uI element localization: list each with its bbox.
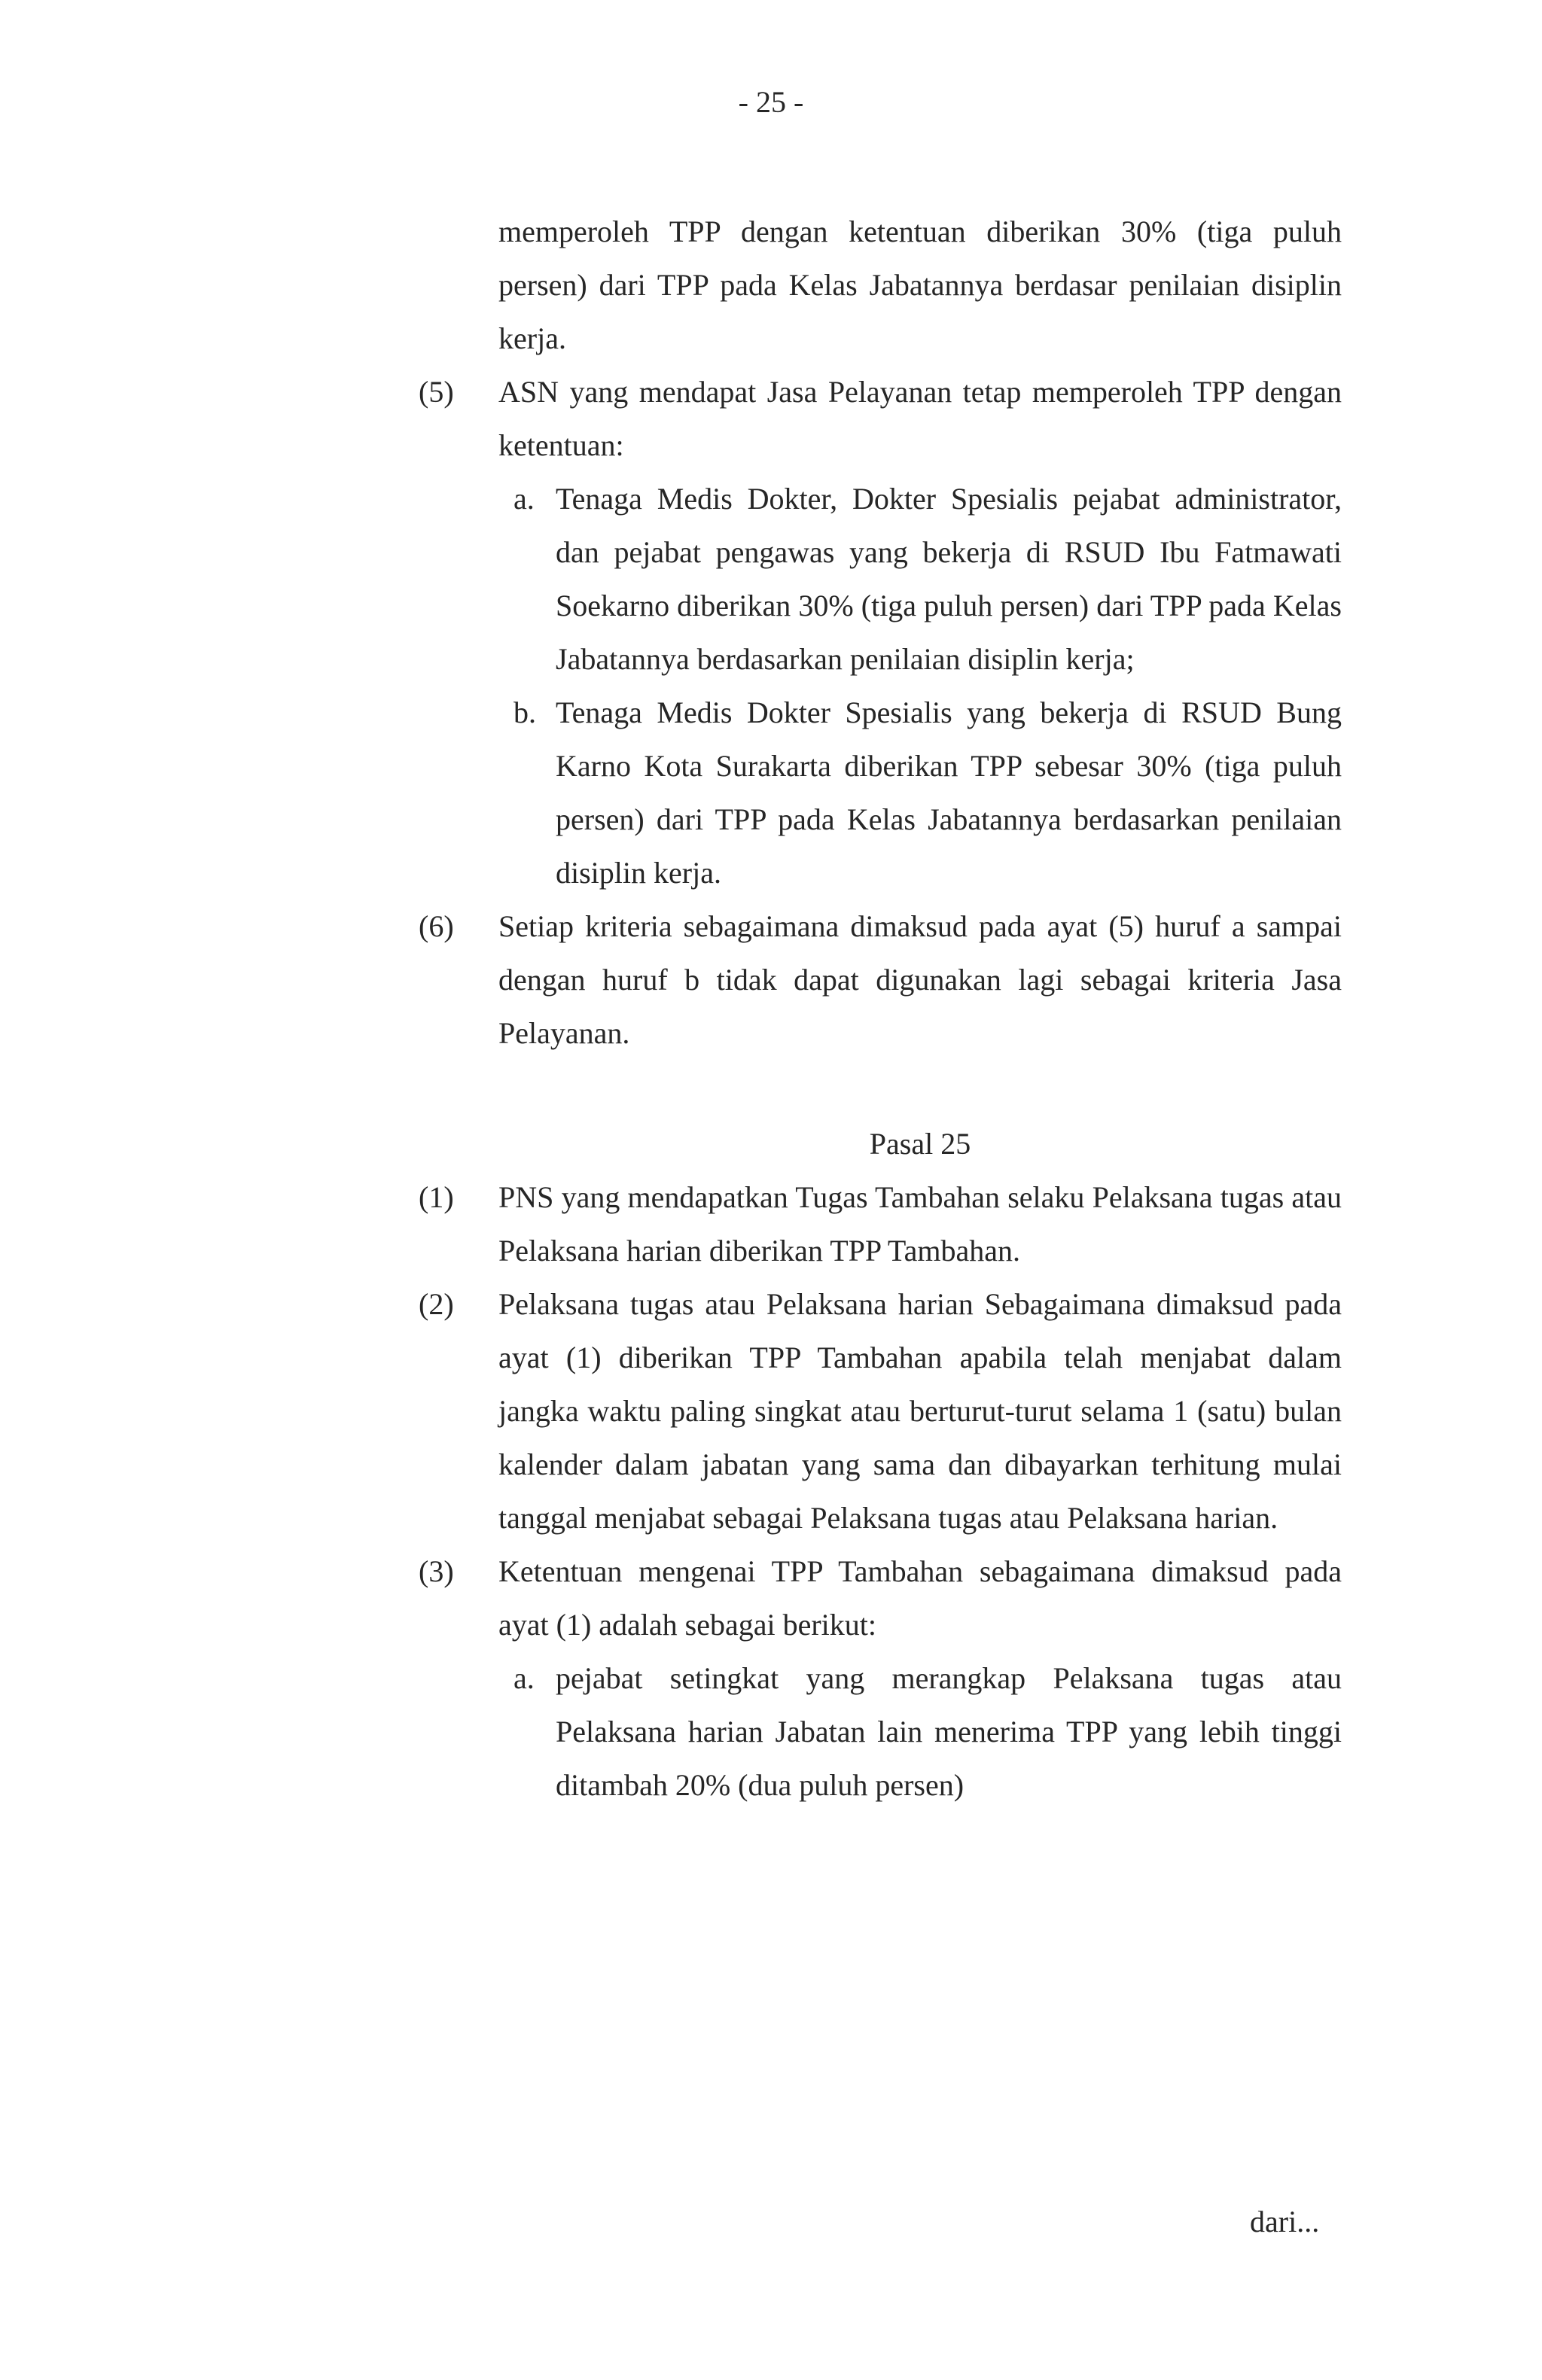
item-letter: a. [513,1661,535,1695]
item-text: pejabat setingkat yang merangkap Pelaksana tugas atau Pelaksana harian Jabatan lain menerima TPP yang lebih tinggi ditambah 20% (dua puluh persen) [556,1661,1342,1802]
ayat-number: (3) [419,1554,454,1588]
pasal-25-ayat-2 [419,1277,1342,1545]
ayat-text: Setiap kriteria sebagaimana dimaksud pada ayat (5) huruf a sampai dengan huruf b tidak dapat digunakan lagi sebagai kriteria Jasa Pelayanan. [498,909,1342,1050]
ayat-number: (1) [419,1180,454,1214]
continuation-paragraph: memperoleh TPP dengan ketentuan diberikan 30% (tiga puluh persen) dari TPP pada Kelas Jabatannya berdasar penilaian disiplin kerja. [498,215,1342,355]
ayat-text: ASN yang mendapat Jasa Pelayanan tetap memperoleh TPP dengan ketentuan: [498,375,1342,462]
ayat-5-item-b [419,686,1342,899]
ayat-5 [419,365,1342,472]
document-body [419,205,1342,1812]
ayat-number: (2) [419,1287,454,1321]
ayat-3-item-a [419,1651,1342,1812]
section-heading: Pasal 25 [869,1127,971,1161]
ayat-text: PNS yang mendapatkan Tugas Tambahan selaku Pelaksana tugas atau Pelaksana harian diberikan TPP Tambahan. [498,1180,1342,1268]
item-text: Tenaga Medis Dokter Spesialis yang bekerja di RSUD Bung Karno Kota Surakarta diberikan TPP sebesar 30% (tiga puluh persen) dari TPP pada Kelas Jabatannya berdasarkan penilaian disiplin kerja. [556,695,1342,890]
page-number: - 25 - [738,85,804,119]
ayat-text: Ketentuan mengenai TPP Tambahan sebagaimana dimaksud pada ayat (1) adalah sebagai berikut: [498,1554,1342,1642]
pasal-25-ayat-1 [419,1170,1342,1277]
ayat-6 [419,899,1342,1060]
catchword: dari... [1250,2205,1320,2238]
ayat-number: (5) [419,375,454,409]
item-letter: b. [513,695,536,729]
ayat-text: Pelaksana tugas atau Pelaksana harian Sebagaimana dimaksud pada ayat (1) diberikan TPP Tambahan apabila telah menjabat dalam jangka waktu paling singkat atau berturut-turut selama 1 (satu) bulan kalender dalam jabatan yang sama dan dibayarkan terhitung mulai tanggal menjabat sebagai Pelaksana tugas atau Pelaksana harian. [498,1287,1342,1535]
ayat-number: (6) [419,909,454,943]
pasal-25-ayat-3 [419,1545,1342,1651]
item-letter: a. [513,482,535,516]
ayat-5-item-a [419,472,1342,686]
item-text: Tenaga Medis Dokter, Dokter Spesialis pejabat administrator, dan pejabat pengawas yang bekerja di RSUD Ibu Fatmawati Soekarno diberikan 30% (tiga puluh persen) dari TPP pada Kelas Jabatannya berdasarkan penilaian disiplin kerja; [556,482,1342,676]
